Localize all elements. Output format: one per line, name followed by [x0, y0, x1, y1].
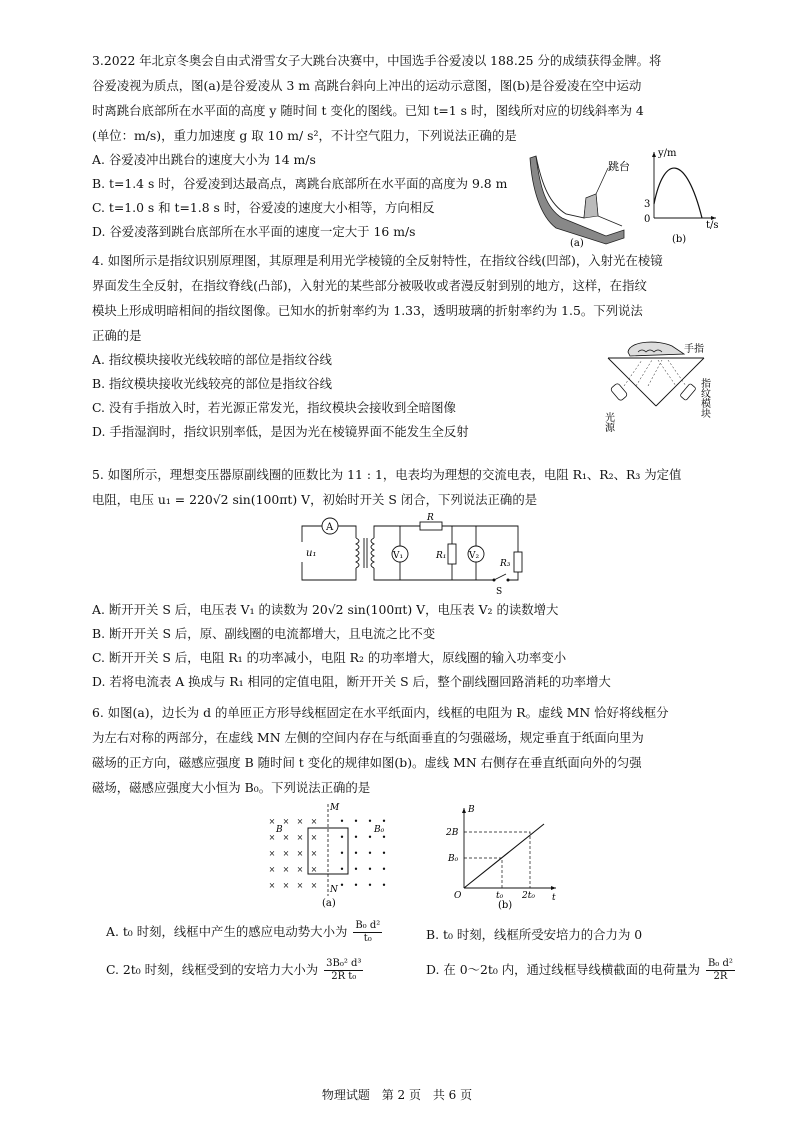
footer-subject: 物理试题: [321, 1088, 370, 1102]
q6-option-a-num: B₀ d²: [355, 920, 381, 931]
q6-figure-a: [262, 800, 402, 910]
field-out-of-page-mark: •: [367, 833, 373, 842]
field-into-page-mark: ×: [282, 865, 290, 874]
field-into-page-mark: ×: [296, 865, 304, 874]
field-out-of-page-mark: •: [353, 849, 359, 858]
field-out-of-page-mark: •: [381, 865, 387, 874]
field-out-of-page-mark: •: [381, 817, 387, 826]
field-out-of-page-mark: •: [367, 865, 373, 874]
question-6: [92, 700, 714, 800]
circuit-switch-label: S: [496, 587, 503, 596]
field-into-page-mark: ×: [296, 833, 304, 842]
field-into-page-mark: ×: [296, 881, 304, 890]
field-out-of-page-mark: •: [353, 865, 359, 874]
field-out-of-page-mark: •: [367, 881, 373, 890]
q3-figure-b: [640, 146, 720, 246]
q6-line-1: 6. 如图(a)，边长为 d 的单匝正方形导线框固定在水平纸面内，线框的电阻为 R。虚线 MN 恰好将线框分: [92, 705, 669, 720]
q4-fig-module: 指纹模块: [698, 378, 710, 418]
field-into-page-mark: ×: [310, 865, 318, 874]
q6-fig-b-xaxis: t: [552, 893, 556, 903]
q5-line-1: 5. 如图所示，理想变压器原副线圈的匝数比为 11 : 1，电表均为理想的交流电表，电阻 R₁、R₂、R₃ 为定值: [92, 467, 682, 482]
q3-fig-b-tick3: 3: [644, 199, 651, 210]
q6-option-d-text: D. 在 0～2t₀ 内，通过线框导线横截面的电荷量为: [426, 962, 700, 977]
q4-line-2: 界面发生全反射，在指纹脊线(凸部)，入射光的某些部分被吸收或者漫反射到别的地方，这样，在指纹: [92, 278, 647, 293]
field-out-of-page-mark: •: [381, 833, 387, 842]
field-into-page-mark: ×: [282, 881, 290, 890]
circuit-u1-label: u₁: [306, 548, 317, 559]
field-into-page-mark: ×: [310, 817, 318, 826]
light-source-icon: [610, 383, 628, 402]
field-out-of-page-mark: •: [353, 817, 359, 826]
field-out-of-page-mark: •: [339, 865, 345, 874]
footer-total: 共 6 页: [432, 1088, 473, 1102]
q6-option-d-fraction: [706, 958, 735, 983]
field-out-of-page-mark: •: [381, 881, 387, 890]
field-out-of-page-mark: •: [367, 849, 373, 858]
field-out-of-page-mark: •: [381, 849, 387, 858]
q6-fig-b-origin: O: [454, 891, 462, 901]
circuit-v1-label: V₁: [393, 551, 404, 561]
q6-fig-a-caption: (a): [322, 898, 336, 909]
q6-option-c: [106, 958, 365, 983]
field-out-of-page-mark: •: [339, 849, 345, 858]
q6-option-a-text: A. t₀ 时刻，线框中产生的感应电动势大小为: [106, 924, 348, 939]
field-into-page-mark: ×: [310, 833, 318, 842]
q3-fig-b-origin: 0: [644, 214, 651, 225]
field-into-page-mark: ×: [282, 833, 290, 842]
q4-fig-finger: 手指: [684, 344, 704, 355]
q6-line-4: 磁场，磁感应强度大小恒为 B₀。下列说法正确的是: [92, 780, 371, 795]
q6-fig-b-tick-b0: B₀: [448, 854, 459, 864]
field-out-of-page-mark: •: [339, 817, 345, 826]
q3-figure-a: [526, 148, 636, 248]
q3-fig-b-xaxis: t/s: [706, 220, 719, 231]
q3-option-a: A. 谷爱凌冲出跳台的速度大小为 14 m/s: [92, 152, 316, 167]
q5-option-b: B. 断开开关 S 后，原、副线圈的电流都增大，且电流之比不变: [92, 626, 436, 641]
question-5-options: [92, 598, 714, 694]
q6-option-c-num: 3B₀² d³: [326, 958, 362, 969]
q6-fig-b-tick-2t0: 2t₀: [522, 891, 535, 901]
circuit-r3-label: R₃: [500, 559, 511, 569]
page-footer: [0, 1086, 794, 1104]
q6-fig-a-n: N: [330, 885, 338, 895]
switch-icon: [494, 574, 506, 580]
field-into-page-mark: ×: [296, 817, 304, 826]
field-into-page-mark: ×: [296, 849, 304, 858]
circuit-r1-label: R₁: [436, 551, 447, 561]
q6-line-2: 为左右对称的两部分，在虚线 MN 左侧的空间内存在与纸面垂直的匀强磁场，规定垂直于纸面向里为: [92, 730, 644, 745]
q3-fig-b-yaxis: y/m: [658, 148, 677, 159]
q6-fig-a-bleft: B: [276, 825, 283, 835]
q5-option-a: A. 断开开关 S 后，电压表 V₁ 的读数为 20√2 sin(100πt) V，电压表 V₂ 的读数增大: [92, 602, 559, 617]
q3-fig-a-label: 跳台: [608, 160, 630, 173]
field-out-of-page-mark: •: [353, 881, 359, 890]
q6-option-c-fraction: [324, 958, 363, 983]
circuit-v2-label: V₂: [469, 551, 480, 561]
fingerprint-module-icon: [680, 383, 696, 400]
field-out-of-page-mark: •: [367, 817, 373, 826]
q5-line-2: 电阻，电压 u₁ = 220√2 sin(100πt) V，初始时开关 S 闭合，下列说法正确的是: [92, 492, 538, 507]
q3-option-d: D. 谷爱凌落到跳台底部所在水平面的速度一定大于 16 m/s: [92, 224, 416, 239]
q6-fig-a-m: M: [330, 803, 340, 813]
field-into-page-mark: ×: [310, 849, 318, 858]
q3-line-3: 时离跳台底部所在水平面的高度 y 随时间 t 变化的图线。已知 t=1 s 时，图线所对应的切线斜率为 4: [92, 103, 644, 118]
field-into-page-mark: ×: [282, 849, 290, 858]
footer-page: 第 2 页: [381, 1088, 421, 1102]
field-into-page-mark: ×: [268, 817, 276, 826]
q6-fig-b-caption: (b): [498, 900, 513, 910]
field-into-page-mark: ×: [268, 865, 276, 874]
q3-line-1: 3.2022 年北京冬奥会自由式滑雪女子大跳台决赛中，中国选手谷爱凌以 188.25 分的成绩获得金牌。将: [92, 53, 662, 68]
q4-figure: [600, 338, 720, 438]
q3-fig-a-caption: (a): [570, 238, 584, 248]
circuit-r-label: R: [427, 513, 434, 523]
q4-line-3: 模块上形成明暗相间的指纹图像。已知水的折射率约为 1.33，透明玻璃的折射率约为 1.5。下列说法: [92, 303, 643, 318]
q6-figure-b: [444, 802, 564, 910]
q3-line-2: 谷爱凌视为质点，图(a)是谷爱凌从 3 m 高跳台斜向上冲出的运动示意图，图(b)是谷爱凌在空中运动: [92, 78, 642, 93]
q4-option-b: B. 指纹模块接收光线较亮的部位是指纹谷线: [92, 376, 333, 391]
q6-option-b: B. t₀ 时刻，线框所受安培力的合力为 0: [426, 927, 643, 942]
q6-option-d: [426, 958, 737, 983]
field-into-page-mark: ×: [310, 881, 318, 890]
q5-circuit: [296, 512, 526, 596]
q4-option-a: A. 指纹模块接收光线较暗的部位是指纹谷线: [92, 352, 332, 367]
q6-fig-a-bright: B₀: [374, 825, 385, 835]
circuit-ammeter-label: A: [326, 522, 334, 533]
q6-option-a-fraction: [353, 920, 382, 945]
q6-fig-b-tick-2b: 2B: [446, 828, 459, 838]
field-out-of-page-mark: •: [353, 833, 359, 842]
q5-option-c: C. 断开开关 S 后，电阻 R₁ 的功率减小，电阻 R₂ 的功率增大，原线圈的输入功率变小: [92, 650, 567, 665]
q4-line-4: 正确的是: [92, 328, 142, 343]
field-out-of-page-mark: •: [339, 881, 345, 890]
q3-option-c: C. t=1.0 s 和 t=1.8 s 时，谷爱凌的速度大小相等，方向相反: [92, 200, 435, 215]
q6-option-c-den: 2R t₀: [331, 971, 357, 982]
q6-line-3: 磁场的正方向，磁感应强度 B 随时间 t 变化的规律如图(b)。虚线 MN 右侧存在垂直纸面向外的匀强: [92, 755, 642, 770]
field-out-of-page-mark: •: [339, 833, 345, 842]
q6-option-c-text: C. 2t₀ 时刻，线框受到的安培力大小为: [106, 962, 319, 977]
q6-option-d-den: 2R: [713, 971, 728, 982]
field-into-page-mark: ×: [268, 833, 276, 842]
q5-option-d: D. 若将电流表 A 换成与 R₁ 相同的定值电阻，断开开关 S 后，整个副线圈回路消耗的功率增大: [92, 674, 611, 689]
q6-fig-b-tick-t0: t₀: [496, 891, 504, 901]
field-into-page-mark: ×: [268, 849, 276, 858]
q6-option-a-den: t₀: [363, 933, 372, 944]
question-5: [92, 462, 714, 512]
q6-fig-b-yaxis: B: [468, 805, 475, 815]
q4-fig-source: 光源: [602, 412, 614, 432]
q4-line-1: 4. 如图所示是指纹识别原理图，其原理是利用光学棱镜的全反射特性，在指纹谷线(凹部)，入射光在棱镜: [92, 253, 663, 268]
q3-line-4: (单位：m/s)，重力加速度 g 取 10 m/ s²，不计空气阻力，下列说法正确的是: [92, 128, 517, 143]
q4-option-d: D. 手指湿润时，指纹识别率低，是因为光在棱镜界面不能发生全反射: [92, 424, 469, 439]
q6-option-d-num: B₀ d²: [707, 958, 733, 969]
field-into-page-mark: ×: [268, 881, 276, 890]
field-into-page-mark: ×: [282, 817, 290, 826]
q4-option-c: C. 没有手指放入时，若光源正常发光，指纹模块会接收到全暗图像: [92, 400, 456, 415]
q6-option-a: [106, 920, 384, 945]
q3-option-b: B. t=1.4 s 时，谷爱凌到达最高点，离跳台底部所在水平面的高度为 9.8 m: [92, 176, 508, 191]
q3-fig-b-caption: (b): [672, 234, 687, 245]
